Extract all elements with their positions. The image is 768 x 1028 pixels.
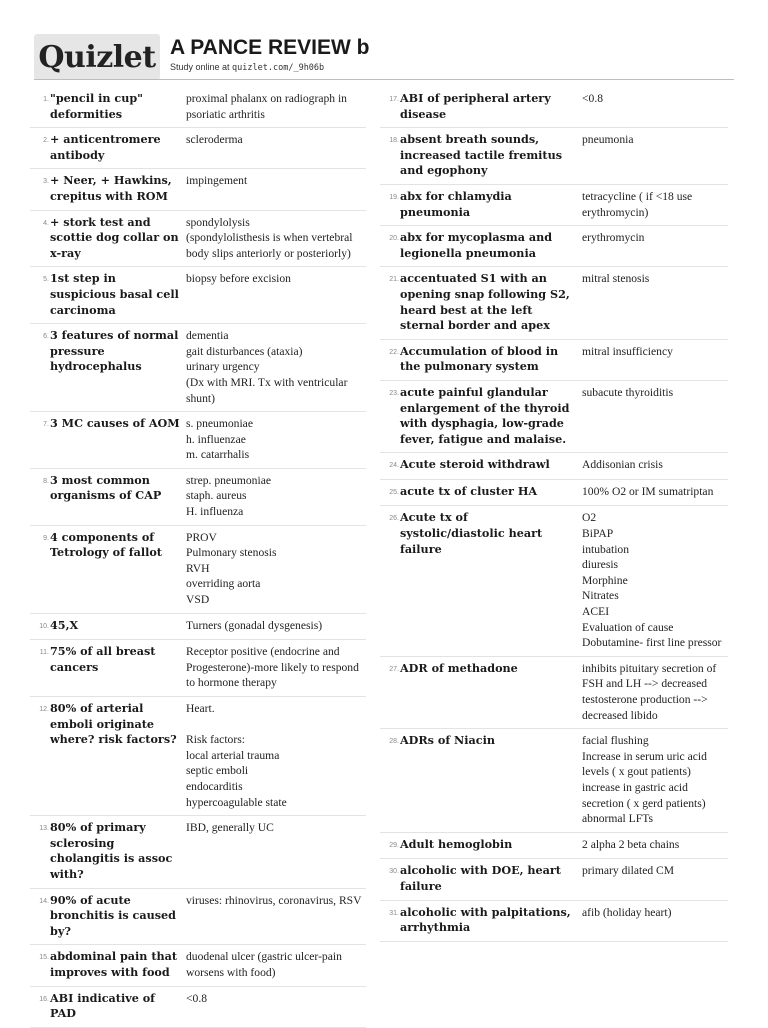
card-term: 80% of primary sclerosing cholangitis is assoc with? — [50, 820, 173, 881]
flashcard-row — [380, 453, 728, 480]
card-number: 3. — [43, 178, 49, 186]
card-definition: <0.8 — [582, 92, 604, 105]
flashcard-row — [30, 412, 366, 469]
card-number: 24. — [389, 462, 399, 470]
card-number: 30. — [389, 868, 399, 876]
flashcard-row — [380, 128, 728, 185]
header-divider — [34, 79, 734, 80]
card-term: ADRs of Niacin — [400, 733, 495, 748]
card-number: 27. — [389, 665, 399, 673]
flashcard-row — [30, 211, 366, 268]
set-title: A PANCE REVIEW b — [170, 36, 370, 59]
flashcard-row — [30, 169, 366, 210]
card-definition: PROV Pulmonary stenosis RVH overriding aorta VSD — [186, 530, 277, 607]
card-term: acute tx of cluster HA — [400, 483, 538, 498]
card-term: 3 MC causes of AOM — [50, 416, 180, 431]
card-term: 75% of all breast cancers — [50, 644, 156, 674]
flashcard-row — [380, 226, 728, 267]
card-number: 14. — [39, 897, 49, 905]
flashcard-row — [380, 506, 728, 656]
card-term: 3 most common organisms of CAP — [50, 472, 162, 503]
card-number: 25. — [389, 488, 399, 496]
flashcard-row — [380, 729, 728, 833]
page-header — [34, 34, 734, 80]
card-term: "pencil in cup" deformities — [50, 91, 143, 121]
card-number: 13. — [39, 825, 49, 833]
flashcard-row — [380, 859, 728, 900]
set-url-link[interactable]: quizlet.com/_9h06b — [232, 63, 325, 73]
card-number: 4. — [43, 219, 49, 227]
flashcard-row — [30, 469, 366, 526]
card-definition: erythromycin — [582, 231, 645, 245]
card-number: 8. — [43, 477, 49, 485]
card-number: 26. — [389, 515, 399, 523]
card-number: 6. — [43, 333, 49, 341]
card-term: + stork test and scottie dog collar on x-ray — [50, 214, 179, 260]
card-term: 90% of acute bronchitis is caused by? — [50, 892, 176, 938]
card-definition: primary dilated CM — [582, 864, 675, 878]
card-number: 7. — [43, 421, 49, 429]
flashcard-row — [380, 901, 728, 942]
card-definition: biopsy before excision — [186, 272, 291, 286]
flashcard-row — [380, 340, 728, 381]
card-definition: afib (holiday heart) — [582, 905, 672, 919]
card-number: 10. — [39, 622, 49, 630]
flashcard-row — [30, 816, 366, 888]
flashcard-row — [30, 526, 366, 614]
card-definition: dementia gait disturbances (ataxia) urinary urgency (Dx with MRI. Tx with ventricular shunt) — [186, 329, 348, 405]
card-definition: viruses: rhinovirus, coronavirus, RSV — [186, 893, 362, 907]
flashcard-row — [380, 381, 728, 453]
card-number: 12. — [39, 706, 49, 713]
card-number: 9. — [43, 534, 49, 542]
card-definition: s. pneumoniae h. influenzae m. catarrhalis — [186, 417, 253, 462]
card-term: ABI indicative of PAD — [50, 990, 155, 1021]
flashcard-row — [380, 267, 728, 339]
card-term: Acute tx of systolic/diastolic heart failure — [400, 510, 543, 556]
card-definition: spondylolysis (spondylolisthesis is when vertebral body slips anteriorly or posteriorly) — [186, 215, 353, 260]
card-number: 17. — [389, 96, 399, 103]
card-definition: inhibits pituitary secretion of FSH and LH --> decreased testosterone production --> decreased libido — [582, 661, 717, 722]
card-definition: facial flushing Increase in serum uric acid levels ( x gout patients) increase in gastric acid secretion ( x gerd patients) abnormal LFTs — [582, 734, 707, 826]
card-term: abdominal pain that improves with food — [50, 949, 178, 979]
card-definition: Turners (gonadal dysgenesis) — [186, 618, 323, 632]
flashcard-row — [30, 614, 366, 641]
card-term: 1st step in suspicious basal cell carcinoma — [50, 271, 179, 317]
study-online-line — [170, 62, 324, 73]
study-online-label: Study online at — [170, 62, 233, 72]
flashcard-row — [30, 697, 366, 816]
card-term: ADR of methadone — [400, 660, 518, 675]
card-term: 3 features of normal pressure hydrocephalus — [50, 328, 179, 374]
card-number: 5. — [43, 276, 49, 284]
card-definition: duodenal ulcer (gastric ulcer-pain worsens with food) — [186, 950, 342, 979]
card-definition: mitral insufficiency — [582, 344, 673, 358]
left-card-column — [30, 87, 366, 1028]
flashcard-row — [380, 87, 728, 128]
flashcard-row — [380, 480, 728, 507]
card-term: alcoholic with DOE, heart failure — [400, 863, 561, 893]
card-definition: <0.8 — [186, 991, 208, 1005]
flashcard-row — [30, 987, 366, 1028]
card-term: + Neer, + Hawkins, crepitus with ROM — [50, 173, 172, 203]
card-definition: scleroderma — [186, 133, 243, 147]
quizlet-logo[interactable]: Quizlet — [34, 34, 160, 80]
flashcard-row — [30, 945, 366, 986]
card-number: 15. — [39, 954, 49, 962]
card-term: acute painful glandular enlargement of the thyroid with dysphagia, low-grade fever, fatigue and malaise. — [400, 384, 570, 446]
card-definition: proximal phalanx on radiograph in psoriatic arthritis — [186, 92, 347, 121]
card-definition: strep. pneumoniae staph. aureus H. influenza — [186, 473, 271, 519]
card-term: abx for chlamydia pneumonia — [400, 188, 512, 219]
card-term: 45,X — [50, 617, 79, 632]
card-definition: O2 BiPAP intubation diuresis Morphine Nitrates ACEI Evaluation of cause Dobutamine- first line pressor — [582, 511, 722, 650]
card-term: absent breath sounds, increased tactile fremitus and egophony — [400, 132, 563, 178]
flashcard-row — [30, 128, 366, 169]
card-number: 1. — [43, 96, 49, 103]
card-term: abx for mycoplasma and legionella pneumonia — [400, 230, 553, 260]
card-term: Acute steroid withdrawl — [400, 457, 550, 472]
flashcard-row — [30, 267, 366, 324]
card-number: 19. — [389, 193, 399, 201]
card-number: 18. — [389, 137, 399, 145]
flashcard-row — [380, 833, 728, 860]
card-term: 80% of arterial emboli originate where? risk factors? — [50, 701, 177, 747]
card-definition: tetracycline ( if <18 use erythromycin) — [582, 189, 693, 219]
card-number: 11. — [39, 649, 49, 657]
flashcard-row — [30, 324, 366, 412]
card-definition: 2 alpha 2 beta chains — [582, 837, 680, 851]
card-definition: 100% O2 or IM sumatriptan — [582, 484, 714, 498]
card-number: 20. — [389, 235, 399, 243]
card-definition: pneumonia — [582, 133, 634, 147]
card-number: 28. — [389, 738, 399, 746]
card-definition: subacute thyroiditis — [582, 385, 674, 399]
flashcard-row — [380, 657, 728, 729]
card-definition: Receptor positive (endocrine and Progesterone)-more likely to respond to hormone therapy — [186, 645, 359, 690]
card-number: 23. — [389, 389, 399, 397]
card-number: 2. — [43, 137, 49, 145]
flashcard-row — [30, 640, 366, 697]
card-definition: Heart. Risk factors: local arterial trauma septic emboli endocarditis hypercoagulable state — [186, 702, 287, 809]
card-number: 31. — [389, 909, 399, 917]
card-term: Adult hemoglobin — [400, 836, 513, 851]
card-term: 4 components of Tetrology of fallot — [50, 529, 162, 560]
card-term: + anticentromere antibody — [50, 132, 161, 162]
flashcard-row — [30, 87, 366, 128]
flashcard-row — [380, 185, 728, 226]
card-definition: IBD, generally UC — [186, 821, 274, 835]
card-definition: impingement — [186, 174, 248, 188]
card-definition: Addisonian crisis — [582, 458, 663, 472]
card-number: 16. — [39, 995, 49, 1003]
flashcard-row — [30, 889, 366, 946]
card-term: ABI of peripheral artery disease — [400, 91, 551, 121]
card-term: Accumulation of blood in the pulmonary system — [400, 343, 559, 374]
card-number: 29. — [389, 841, 399, 849]
card-definition: mitral stenosis — [582, 272, 650, 286]
card-term: accentuated S1 with an opening snap following S2, heard best at the left sternal border and apex — [400, 271, 570, 333]
card-term: alcoholic with palpitations, arrhythmia — [400, 904, 571, 935]
right-card-column — [380, 87, 728, 942]
card-number: 21. — [389, 276, 399, 284]
card-number: 22. — [389, 348, 399, 356]
